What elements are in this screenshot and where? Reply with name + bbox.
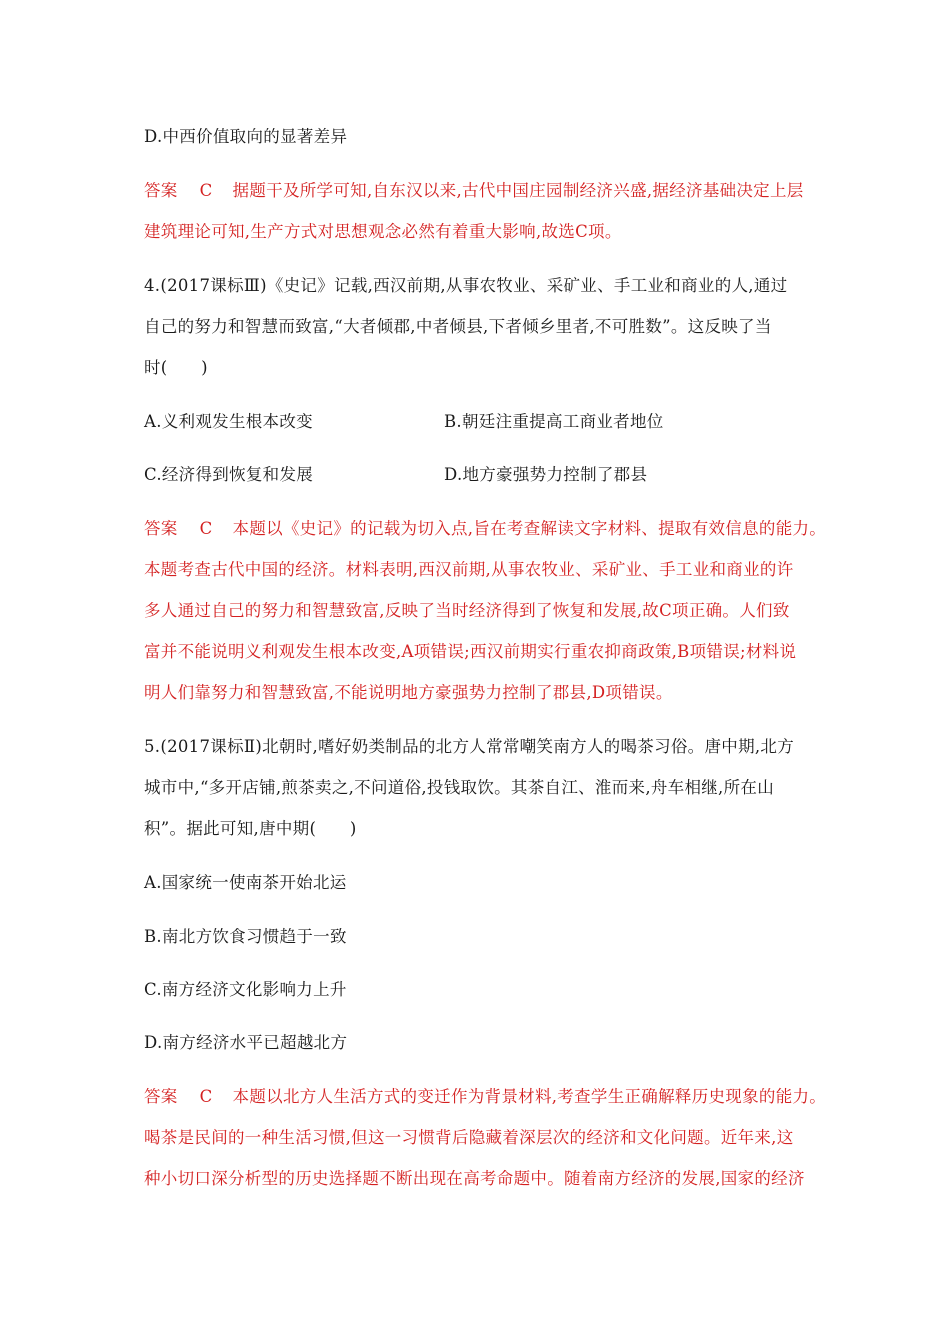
q3-answer-letter: C	[199, 181, 213, 200]
q4-answer-label: 答案	[144, 519, 178, 538]
q4-option-a: A.义利观发生根本改变	[144, 412, 313, 431]
q4-answer-text-5: 明人们靠努力和智慧致富,不能说明地方豪强势力控制了郡县,D项错误。	[144, 683, 673, 702]
q5-stem-line-3: 积”。据此可知,唐中期( )	[144, 819, 357, 838]
q5-answer-text-1: 本题以北方人生活方式的变迁作为背景材料,考查学生正确解释历史现象的能力。	[232, 1087, 827, 1106]
q5-option-a: A.国家统一使南茶开始北运	[144, 873, 347, 892]
q4-stem-line-1: 4.(2017课标Ⅲ)《史记》记载,西汉前期,从事农牧业、采矿业、手工业和商业的人,通过	[144, 276, 788, 295]
q3-answer-text-2: 建筑理论可知,生产方式对思想观念必然有着重大影响,故选C项。	[144, 222, 622, 241]
q4-stem-line-2: 自己的努力和智慧而致富,“大者倾郡,中者倾县,下者倾乡里者,不可胜数”。这反映了当	[144, 317, 772, 336]
q4-answer-letter: C	[199, 519, 213, 538]
q5-answer-text-3: 种小切口深分析型的历史选择题不断出现在高考命题中。随着南方经济的发展,国家的经济	[144, 1169, 805, 1188]
q3-answer-text-1: 据题干及所学可知,自东汉以来,古代中国庄园制经济兴盛,据经济基础决定上层	[232, 181, 804, 200]
q4-answer-text-3: 多人通过自己的努力和智慧致富,反映了当时经济得到了恢复和发展,故C项正确。人们致	[144, 601, 790, 620]
q4-option-d: D.地方豪强势力控制了郡县	[444, 465, 648, 484]
q4-answer-text-4: 富并不能说明义利观发生根本改变,A项错误;西汉前期实行重农抑商政策,B项错误;材料说	[144, 642, 797, 661]
q5-answer-text-2: 喝茶是民间的一种生活习惯,但这一习惯背后隐藏着深层次的经济和文化问题。近年来,这	[144, 1128, 794, 1147]
q3-answer-line-1	[144, 180, 804, 202]
q4-answer-text-1: 本题以《史记》的记载为切入点,旨在考查解读文字材料、提取有效信息的能力。	[232, 519, 827, 538]
q3-answer-label: 答案	[144, 181, 178, 200]
q4-option-c: C.经济得到恢复和发展	[144, 465, 314, 484]
q5-option-b: B.南北方饮食习惯趋于一致	[144, 927, 347, 946]
q5-answer-label: 答案	[144, 1087, 178, 1106]
q4-answer-text-2: 本题考查古代中国的经济。材料表明,西汉前期,从事农牧业、采矿业、手工业和商业的许	[144, 560, 794, 579]
q5-option-d: D.南方经济水平已超越北方	[144, 1033, 348, 1052]
q5-option-c: C.南方经济文化影响力上升	[144, 980, 347, 999]
q5-answer-line-1	[144, 1086, 826, 1108]
q5-answer-letter: C	[199, 1087, 213, 1106]
q5-stem-line-1: 5.(2017课标Ⅱ)北朝时,嗜好奶类制品的北方人常常嘲笑南方人的喝茶习俗。唐中期,北方	[144, 737, 795, 756]
q5-stem-line-2: 城市中,“多开店铺,煎茶卖之,不问道俗,投钱取饮。其茶自江、淮而来,舟车相继,所在山	[144, 778, 775, 797]
q4-stem-line-3: 时( )	[144, 358, 208, 377]
q4-option-b: B.朝廷注重提高工商业者地位	[444, 412, 664, 431]
q3-option-d: D.中西价值取向的显著差异	[144, 127, 348, 146]
q4-answer-line-1	[144, 518, 826, 540]
